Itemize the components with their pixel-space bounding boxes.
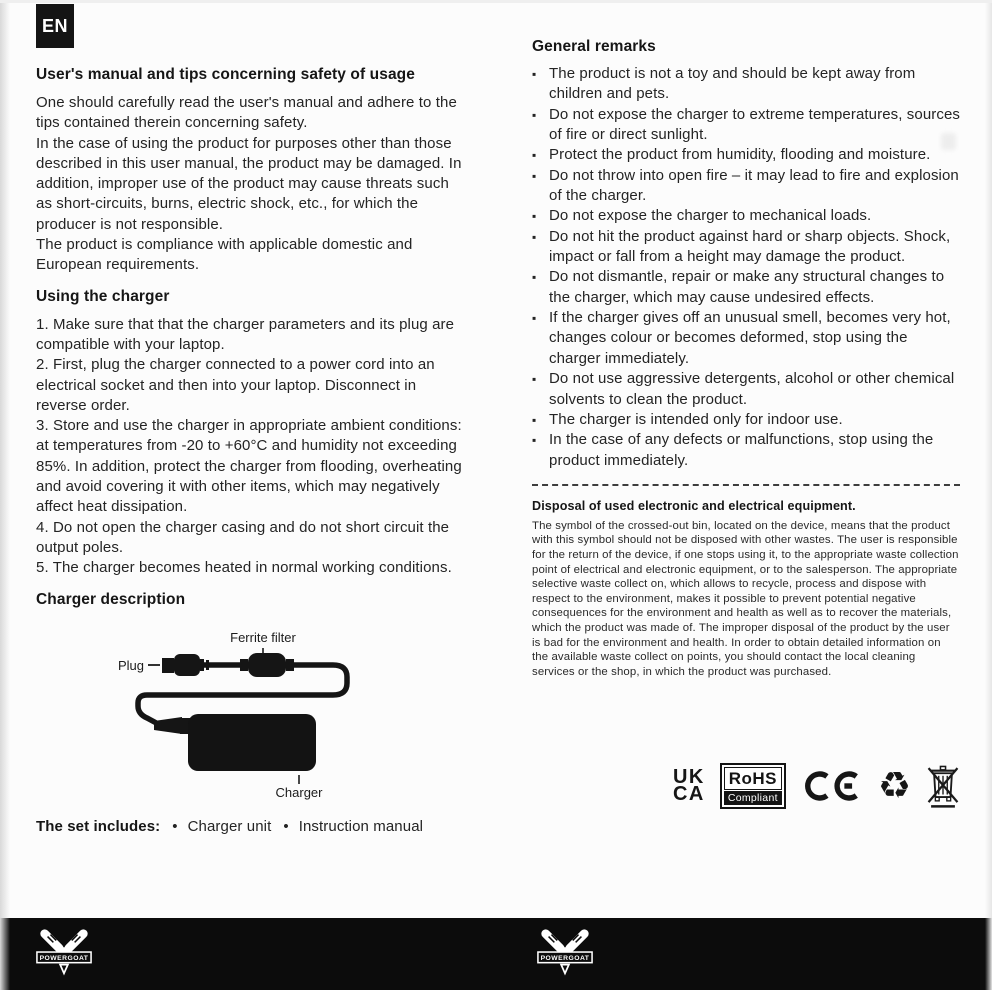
scan-edge-right [985,0,992,990]
scan-edge-left [0,0,10,990]
charger-description-title: Charger description [36,590,186,608]
safety-title: User's manual and tips concerning safety of usage [36,66,415,83]
set-includes-label: The set includes: [36,817,161,835]
recycle-icon: ♻ [877,764,911,808]
using-charger-steps [36,315,467,579]
powergoat-logo [536,926,594,980]
remark-item: ▪ The charger is intended only for indoor use. [532,410,960,430]
language-badge-label: EN [41,15,68,36]
compliance-badges [532,763,960,809]
remark-item: ▪ Do not use aggressive detergents, alcohol or other chemical solvents to clean the product. [532,369,960,410]
footer-bar [0,918,992,990]
remark-item: ▪ Do not expose the charger to extreme temperatures, sources of fire or direct sunlight. [532,105,960,146]
using-step: 4. Do not open the charger casing and do not short circuit the output poles. [36,518,450,556]
plug-grip [206,660,209,670]
charger-brick [188,714,316,771]
ferrite-collar [286,659,294,671]
remark-item: ▪ Do not dismantle, repair or make any structural changes to the charger, which may cause undesired effects. [532,267,960,308]
general-remarks-list [532,64,960,471]
ukca-line: UK [672,766,705,789]
remark-item: ▪ Do not hit the product against hard or sharp objects. Shock, impact or fall from a height may damage the product. [532,227,960,268]
language-badge [36,4,74,48]
safety-paragraph: One should carefully read the user's manual and adhere to the tips contained therein concerning safety. [36,94,457,132]
ferrite-filter-body [248,653,286,677]
ukca-mark [672,766,705,806]
disposal-body: The symbol of the crossed-out bin, located on the device, means that the product with this symbol should not be disposed with other wastes. The user is responsible for the return of the device, if one stops using it, to the appropriate waste collection point of electrical and electronic equipment, or to the salesperson. The appropriate selective waste collect on, which allows to recycle, process and dispose with respect to the environment, makes it possible to prevent potential negative consequences for the environment and health as well as to recover the materials, which the product was made of. The improper disposal of the product by the user is bad for the environment and health. In order to obtain detailed information on the available waste collect on points, you should contact the local cleaning services or the shop, in which the product was purchased. [532,519,959,678]
plug-grip [200,659,204,671]
rohs-mark-title: RoHS [724,767,782,790]
remark-item: ▪ In the case of any defects or malfunctions, stop using the product immediately. [532,430,960,471]
ferrite-filter-label: Ferrite filter [230,629,296,645]
using-step: 3. Store and use the charger in appropriate ambient conditions: at temperatures from -20 to +60°C and humidity not exceeding 85%. In addition, protect the charger from flooding, overheating and avoid covering it with other items, which may negatively affect heat dissipation. [36,417,462,516]
set-includes-item: • Instruction manual [271,818,423,835]
plug-connector-body [174,654,200,676]
safety-paragraphs [36,93,467,276]
left-column [36,66,467,835]
remark-item: ▪ Do not throw into open fire – it may lead to fire and explosion of the charger. [532,166,960,207]
set-includes-item: • Charger unit [160,818,271,835]
safety-paragraph: The product is compliance with applicable domestic and European requirements. [36,236,413,274]
disposal-title: Disposal of used electronic and electrical equipment. [532,498,856,513]
remark-item: ▪ Do not expose the charger to mechanical loads. [532,206,960,226]
using-charger-title: Using the charger [36,287,170,305]
dashed-divider [532,484,960,486]
right-column [532,38,960,809]
remark-item: ▪ The product is not a toy and should be kept away from children and pets. [532,64,960,105]
plug-tip [162,658,174,673]
rohs-mark [720,763,786,809]
using-step: 5. The charger becomes heated in normal working conditions. [36,559,452,577]
safety-paragraph: In the case of using the product for purposes other than those described in this user manual, the product may be damaged. In addition, improper use of the product may cause threats such as short-circuits, burns, electric shock, etc., for which the producer is not responsible. [36,134,462,233]
general-remarks-title: General remarks [532,38,656,55]
ferrite-collar [240,659,248,671]
using-step: 2. First, plug the charger connected to a power cord into an electrical socket and then into your laptop. Disconnect in reverse order. [36,356,435,414]
using-step: 1. Make sure that that the charger parameters and its plug are compatible with your laptop. [36,315,455,353]
remark-item: ▪ If the charger gives off an unusual smell, becomes very hot, changes colour or becomes deformed, stop using the charger immediately. [532,308,960,369]
remark-item: ▪ Protect the product from humidity, flooding and moisture. [532,145,960,165]
charger-label: Charger [275,784,323,800]
ce-mark-icon [801,769,863,803]
rohs-mark-subtitle: Compliant [724,791,782,805]
powergoat-logo [35,926,93,980]
plug-label: Plug [117,657,144,673]
set-includes-line [36,818,467,835]
dc-plug-cone [154,717,182,734]
powergoat-logo-text: POWERGOAT [540,955,590,963]
ukca-line: CA [672,783,705,806]
powergoat-logo-text: POWERGOAT [39,955,89,963]
charger-diagram [74,613,386,803]
weee-crossed-bin-icon [926,763,960,809]
scan-edge-top [0,0,992,3]
